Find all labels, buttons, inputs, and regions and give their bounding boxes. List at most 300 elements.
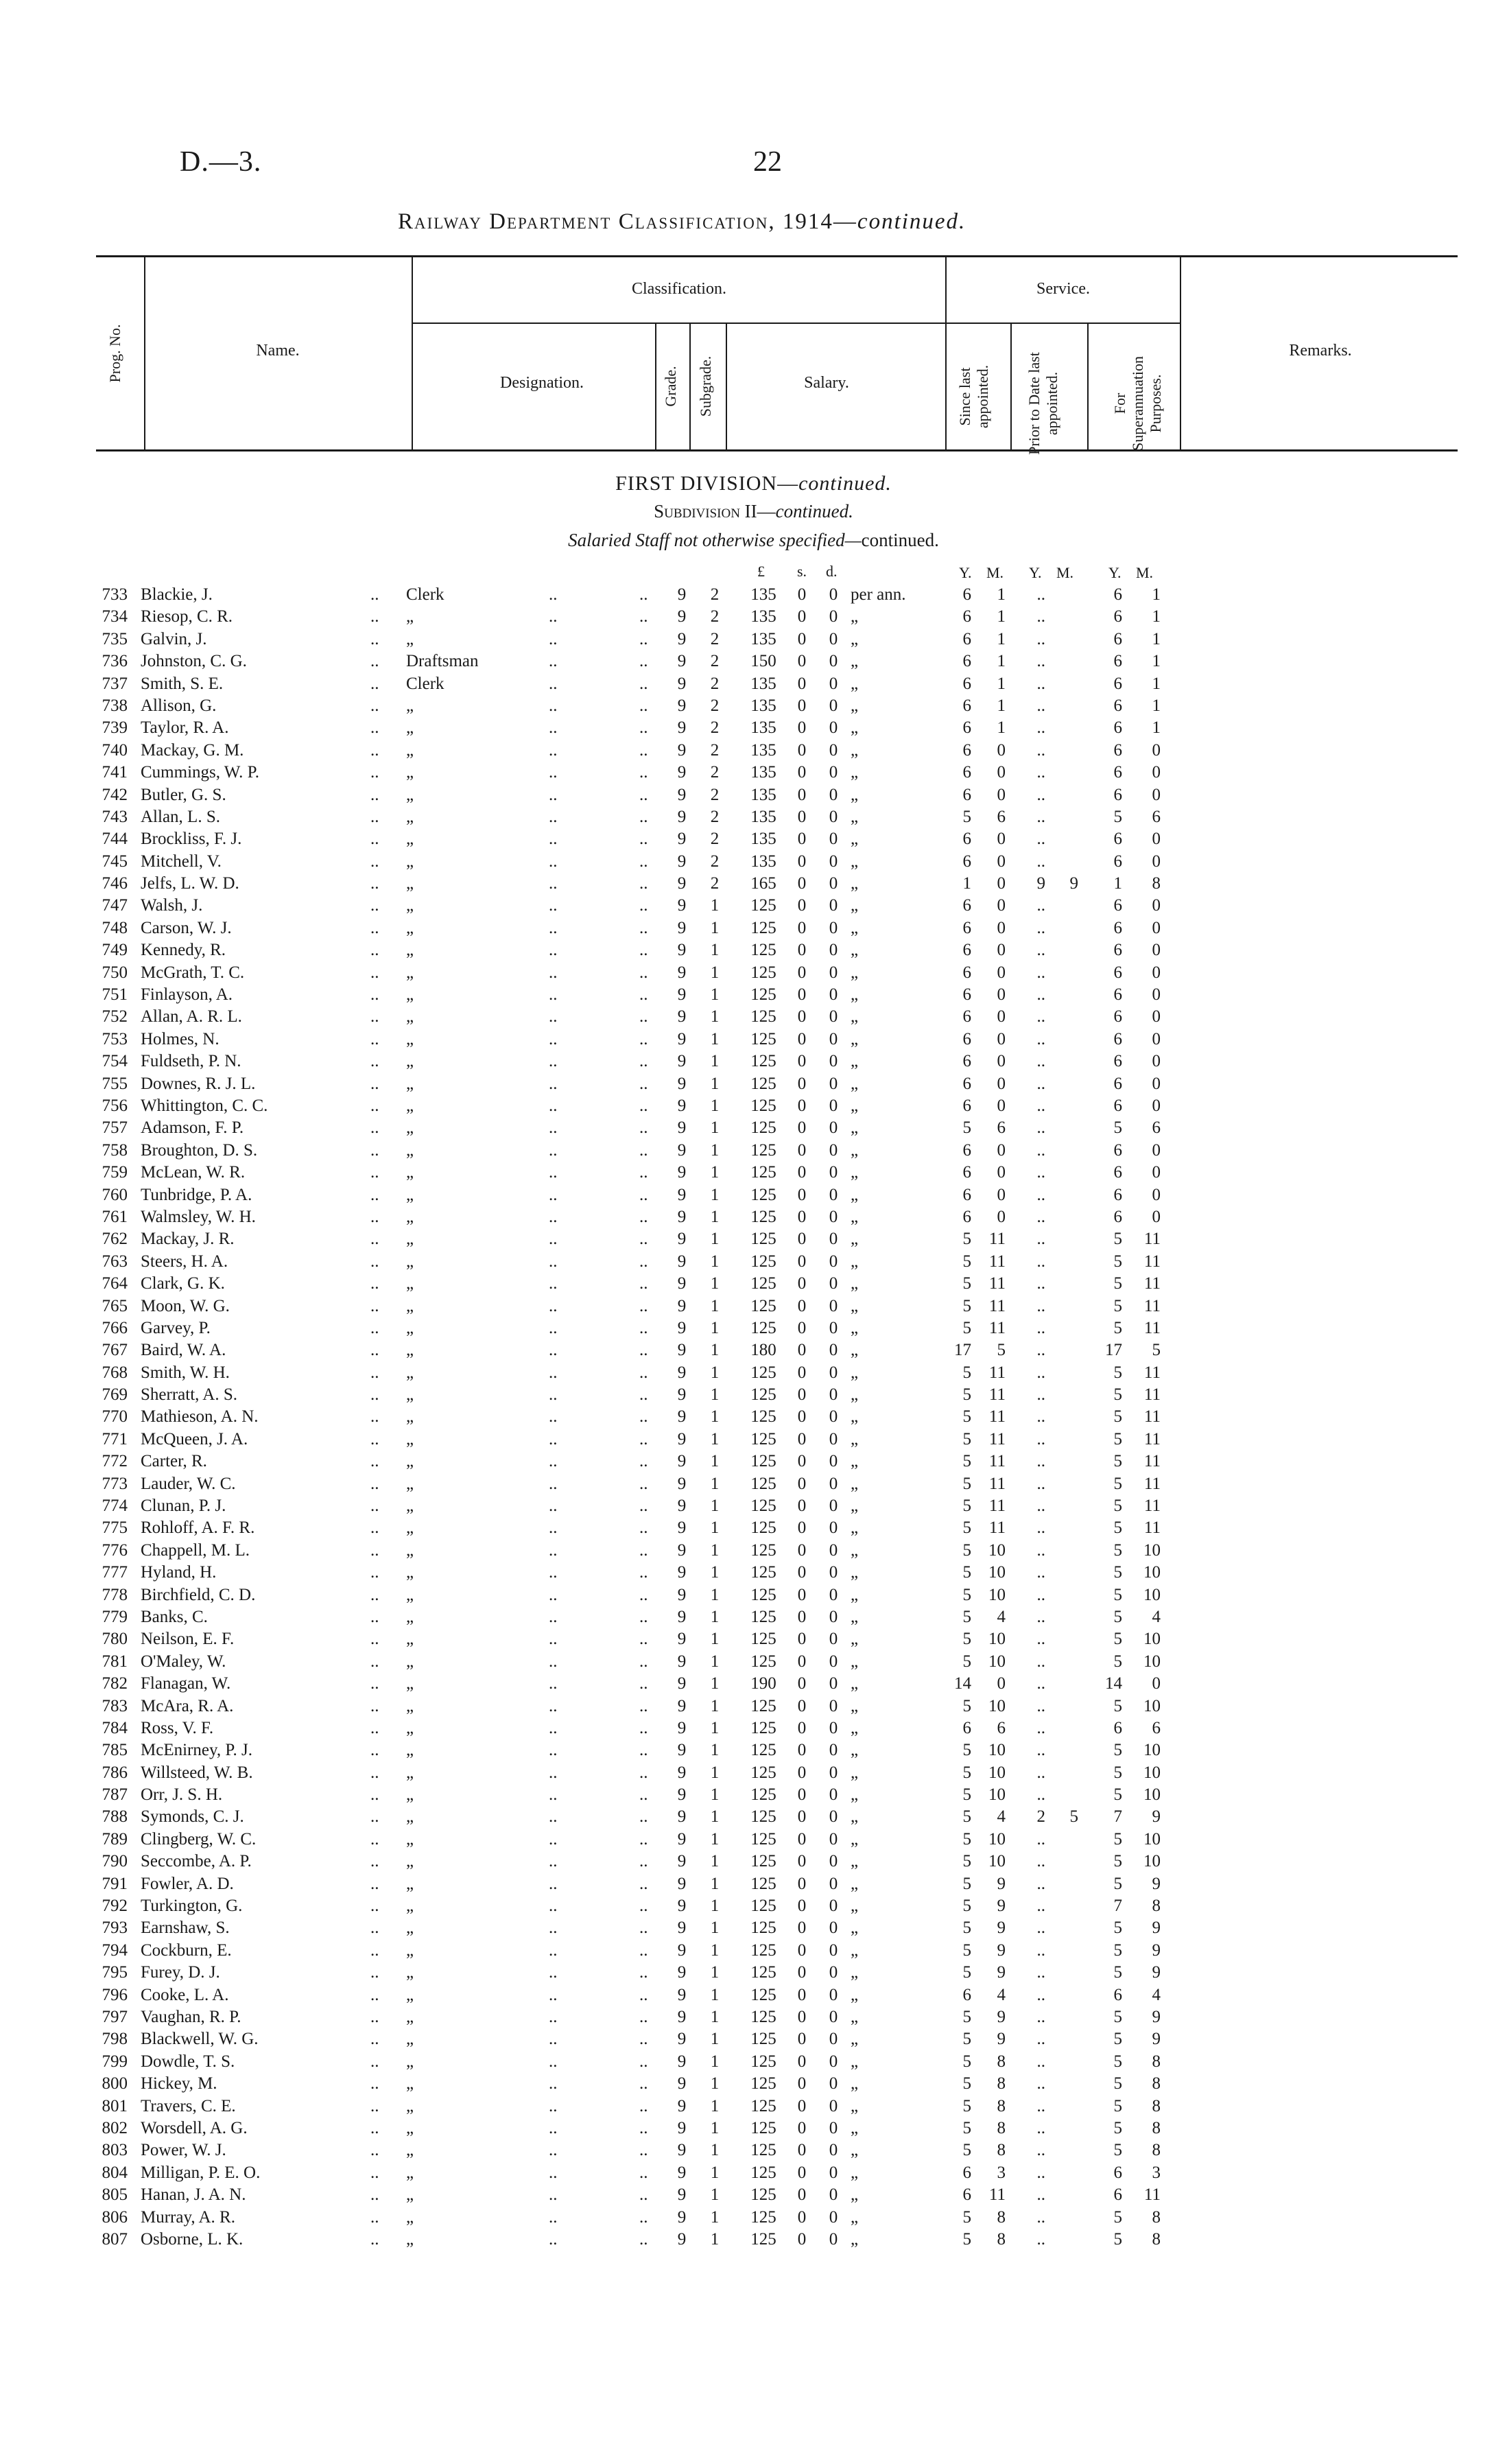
superannuation-years: 5 <box>1113 1874 1122 1893</box>
grade: 9 <box>677 1897 687 1916</box>
salary-period: „ <box>851 740 859 760</box>
table-row <box>0 1186 1507 1208</box>
designation: „ <box>406 1452 414 1471</box>
leader-dots: .. <box>639 1296 648 1315</box>
salary-shillings: 0 <box>797 1341 807 1360</box>
superannuation-years: 5 <box>1113 1363 1122 1382</box>
leader-dots: .. <box>639 2118 648 2137</box>
prior-years: .. <box>1036 807 1045 826</box>
salary-pounds: 125 <box>750 1807 776 1827</box>
leader-dots: .. <box>370 1252 379 1271</box>
salary-pence: 0 <box>829 1296 838 1315</box>
subgrade: 1 <box>710 1274 720 1293</box>
salary-period: „ <box>851 2052 859 2071</box>
salary-shillings: 0 <box>797 985 807 1005</box>
leader-dots: .. <box>370 807 379 826</box>
superannuation-months: 11 <box>1143 1230 1161 1249</box>
since-last-months: 10 <box>988 1696 1006 1715</box>
since-last-months: 8 <box>997 2229 1006 2249</box>
table-row <box>0 1030 1507 1052</box>
prior-years: .. <box>1036 2008 1045 2026</box>
leader-dots: .. <box>639 1585 648 1604</box>
salary-shillings: 0 <box>797 1652 807 1671</box>
salary-pounds: 125 <box>750 1897 776 1916</box>
subgrade: 1 <box>710 1385 720 1405</box>
since-last-years: 6 <box>962 985 971 1005</box>
prior-years: .. <box>1036 2163 1045 2182</box>
since-last-months: 11 <box>988 1429 1006 1448</box>
superannuation-years: 5 <box>1113 1407 1122 1427</box>
grade: 9 <box>677 1318 687 1337</box>
table-row <box>0 1363 1507 1385</box>
superannuation-months: 0 <box>1152 985 1161 1005</box>
subgrade: 2 <box>710 740 720 760</box>
prior-years: .. <box>1036 1140 1045 1160</box>
salary-shillings: 0 <box>797 585 807 604</box>
leader-dots: .. <box>639 607 648 626</box>
designation: „ <box>406 1630 414 1649</box>
leader-dots: .. <box>370 1497 379 1516</box>
subgrade: 1 <box>710 1741 720 1760</box>
subgrade: 1 <box>710 1518 720 1538</box>
salary-shillings: 0 <box>797 1718 807 1737</box>
since-last-years: 5 <box>962 1230 971 1249</box>
designation: „ <box>406 1185 414 1204</box>
designation: „ <box>406 2141 414 2160</box>
prior-years: .. <box>1036 2207 1045 2227</box>
prior-years: .. <box>1036 963 1045 982</box>
prog-number: 736 <box>102 652 128 671</box>
employee-name: McQueen, J. A. <box>141 1429 248 1448</box>
employee-name: Worsdell, A. G. <box>141 2118 248 2137</box>
salary-shillings: 0 <box>797 1074 807 1093</box>
salary-shillings: 0 <box>797 1919 807 1938</box>
table-row <box>0 1697 1507 1719</box>
designation: „ <box>406 1563 414 1582</box>
prior-years: .. <box>1036 718 1045 738</box>
salary-pounds: 125 <box>750 2207 776 2227</box>
salary-shillings: 0 <box>797 1540 807 1560</box>
grade: 9 <box>677 652 687 671</box>
salary-pence: 0 <box>829 1585 838 1604</box>
salary-period: „ <box>851 1852 859 1871</box>
table-row <box>0 1941 1507 1963</box>
prior-years: .. <box>1036 1785 1045 1805</box>
division-title-suffix: continued. <box>798 472 892 495</box>
salary-period: „ <box>851 785 859 804</box>
employee-name: Mackay, G. M. <box>141 740 244 760</box>
salary-period: „ <box>851 1274 859 1293</box>
salary-shillings: 0 <box>797 1563 807 1582</box>
grade: 9 <box>677 740 687 760</box>
since-last-years: 5 <box>962 2030 971 2049</box>
since-last-months: 4 <box>997 1607 1006 1626</box>
prog-number: 796 <box>102 1985 128 2004</box>
col-subgrade: Subgrade. <box>697 355 714 417</box>
prog-number: 784 <box>102 1718 128 1737</box>
prior-years: .. <box>1036 1607 1045 1626</box>
leader-dots: .. <box>549 985 558 1005</box>
leader-dots: .. <box>549 1874 558 1893</box>
salary-shillings: 0 <box>797 918 807 937</box>
salary-shillings: 0 <box>797 1318 807 1337</box>
leader-dots: .. <box>549 918 558 937</box>
grade: 9 <box>677 918 687 937</box>
salary-pence: 0 <box>829 785 838 804</box>
leader-dots: .. <box>370 941 379 960</box>
since-last-years: 6 <box>962 718 971 738</box>
subgrade: 1 <box>710 1252 720 1271</box>
superannuation-years: 5 <box>1113 1118 1122 1138</box>
superannuation-years: 5 <box>1113 2030 1122 2049</box>
leader-dots: .. <box>549 896 558 915</box>
superannuation-months: 0 <box>1152 1207 1161 1226</box>
salary-pounds: 135 <box>750 696 776 715</box>
prog-number: 794 <box>102 1940 128 1960</box>
designation: „ <box>406 852 414 871</box>
col-prior-to: Prior to Date last appointed. <box>1025 352 1060 455</box>
grade: 9 <box>677 1763 687 1782</box>
designation: „ <box>406 785 414 804</box>
leader-dots: .. <box>549 1052 558 1071</box>
salary-shillings: 0 <box>797 2207 807 2227</box>
superannuation-years: 5 <box>1113 2141 1122 2160</box>
leader-dots: .. <box>370 852 379 871</box>
salary-period: „ <box>851 1963 859 1982</box>
grade: 9 <box>677 963 687 982</box>
designation: „ <box>406 1985 414 2004</box>
since-last-months: 1 <box>997 629 1006 648</box>
leader-dots: .. <box>549 1919 558 1938</box>
salary-shillings: 0 <box>797 2052 807 2071</box>
salary-pounds: 125 <box>750 1718 776 1737</box>
prior-years: .. <box>1036 1207 1045 1226</box>
superannuation-months: 6 <box>1152 1118 1161 1138</box>
leader-dots: .. <box>549 1140 558 1160</box>
salary-shillings: 0 <box>797 1052 807 1071</box>
page-number: 22 <box>753 146 782 178</box>
prior-years: .. <box>1036 1741 1045 1760</box>
subgrade: 1 <box>710 1296 720 1315</box>
subgrade: 2 <box>710 785 720 804</box>
employee-name: Sherratt, A. S. <box>141 1385 237 1405</box>
employee-name: Allan, A. R. L. <box>141 1007 242 1026</box>
grade: 9 <box>677 852 687 871</box>
superannuation-years: 6 <box>1113 1985 1122 2004</box>
leader-dots: .. <box>549 1674 558 1693</box>
header-divider <box>1087 322 1089 449</box>
superannuation-months: 6 <box>1152 807 1161 826</box>
since-last-years: 5 <box>962 1118 971 1138</box>
prior-years: .. <box>1036 1407 1045 1427</box>
since-last-years: 6 <box>962 1207 971 1226</box>
table-row <box>0 1230 1507 1252</box>
since-last-months: 10 <box>988 1852 1006 1871</box>
salary-pence: 0 <box>829 1674 838 1693</box>
leader-dots: .. <box>639 1741 648 1760</box>
superannuation-months: 0 <box>1152 1674 1161 1693</box>
superannuation-years: 5 <box>1113 1919 1122 1938</box>
prior-years: 2 <box>1036 1807 1045 1827</box>
leader-dots: .. <box>549 2185 558 2205</box>
since-last-years: 6 <box>962 585 971 604</box>
col-prog-no: Prog. No. <box>106 324 123 383</box>
table-row <box>0 1652 1507 1674</box>
designation: „ <box>406 718 414 738</box>
designation: „ <box>406 1029 414 1048</box>
superannuation-years: 6 <box>1113 785 1122 804</box>
salary-shillings: 0 <box>797 1963 807 1982</box>
leader-dots: .. <box>549 1940 558 1960</box>
since-last-months: 6 <box>997 1118 1006 1138</box>
salary-pounds: 125 <box>750 1874 776 1893</box>
leader-dots: .. <box>370 718 379 738</box>
employee-name: Carson, W. J. <box>141 918 232 937</box>
prog-number: 780 <box>102 1630 128 1649</box>
salary-shillings: 0 <box>797 1807 807 1827</box>
salary-shillings: 0 <box>797 607 807 626</box>
leader-dots: .. <box>639 585 648 604</box>
subgrade: 2 <box>710 830 720 849</box>
prog-number: 761 <box>102 1207 128 1226</box>
superannuation-years: 6 <box>1113 1029 1122 1048</box>
subgrade: 1 <box>710 1585 720 1604</box>
prior-years: .. <box>1036 785 1045 804</box>
superannuation-years: 6 <box>1113 763 1122 782</box>
grade: 9 <box>677 1230 687 1249</box>
designation: „ <box>406 1874 414 1893</box>
salary-period: „ <box>851 830 859 849</box>
leader-dots: .. <box>370 1207 379 1226</box>
grade: 9 <box>677 2096 687 2115</box>
prior-years: .. <box>1036 1296 1045 1315</box>
superannuation-months: 11 <box>1143 1385 1161 1405</box>
table-row <box>0 1475 1507 1497</box>
leader-dots: .. <box>549 1741 558 1760</box>
salary-shillings: 0 <box>797 2074 807 2093</box>
superannuation-years: 6 <box>1113 629 1122 648</box>
unit-super-years: Y. <box>1108 564 1122 581</box>
salary-period: „ <box>851 1874 859 1893</box>
prior-years: .. <box>1036 941 1045 960</box>
since-last-years: 5 <box>962 1607 971 1626</box>
subgrade: 2 <box>710 807 720 826</box>
prog-number: 763 <box>102 1252 128 1271</box>
table-row <box>0 1052 1507 1074</box>
superannuation-years: 6 <box>1113 2163 1122 2182</box>
salary-shillings: 0 <box>797 1940 807 1960</box>
employee-name: McLean, W. R. <box>141 1163 246 1182</box>
group-title-text: Salaried Staff not otherwise specified— <box>568 530 862 550</box>
leader-dots: .. <box>549 1763 558 1782</box>
employee-name: Downes, R. J. L. <box>141 1074 256 1093</box>
superannuation-years: 6 <box>1113 674 1122 693</box>
leader-dots: .. <box>549 1118 558 1138</box>
leader-dots: .. <box>639 652 648 671</box>
salary-period: „ <box>851 896 859 915</box>
employee-name: Dowdle, T. S. <box>141 2052 235 2071</box>
subgrade: 1 <box>710 1007 720 1026</box>
leader-dots: .. <box>370 1096 379 1115</box>
employee-name: Walmsley, W. H. <box>141 1207 256 1226</box>
leader-dots: .. <box>370 918 379 937</box>
grade: 9 <box>677 1452 687 1471</box>
since-last-years: 6 <box>962 696 971 715</box>
designation: „ <box>406 1407 414 1427</box>
salary-period: „ <box>851 1763 859 1782</box>
since-last-months: 6 <box>997 807 1006 826</box>
salary-shillings: 0 <box>797 1852 807 1871</box>
leader-dots: .. <box>549 1207 558 1226</box>
since-last-months: 0 <box>997 1052 1006 1071</box>
since-last-months: 11 <box>988 1518 1006 1538</box>
prog-number: 776 <box>102 1540 128 1560</box>
salary-pounds: 125 <box>750 2074 776 2093</box>
table-row <box>0 2208 1507 2230</box>
unit-super-months: M. <box>1136 564 1154 581</box>
leader-dots: .. <box>370 1785 379 1805</box>
grade: 9 <box>677 1785 687 1805</box>
salary-pence: 0 <box>829 1118 838 1138</box>
header-bottom-rule <box>96 449 1458 451</box>
leader-dots: .. <box>639 1074 648 1093</box>
salary-shillings: 0 <box>797 2008 807 2026</box>
designation: „ <box>406 1763 414 1782</box>
superannuation-years: 5 <box>1113 1785 1122 1805</box>
superannuation-months: 6 <box>1152 1718 1161 1737</box>
superannuation-years: 5 <box>1113 1429 1122 1448</box>
superannuation-months: 8 <box>1152 2074 1161 2093</box>
leader-dots: .. <box>549 1540 558 1560</box>
salary-pounds: 125 <box>750 963 776 982</box>
salary-pence: 0 <box>829 963 838 982</box>
subgrade: 1 <box>710 1318 720 1337</box>
subgrade: 1 <box>710 2141 720 2160</box>
employee-name: Allan, L. S. <box>141 807 220 826</box>
employee-name: McGrath, T. C. <box>141 963 245 982</box>
superannuation-years: 6 <box>1113 607 1122 626</box>
salary-shillings: 0 <box>797 941 807 960</box>
subgrade: 1 <box>710 1474 720 1493</box>
since-last-years: 6 <box>962 1074 971 1093</box>
prior-years: .. <box>1036 1429 1045 1448</box>
grade: 9 <box>677 1919 687 1938</box>
prog-number: 788 <box>102 1807 128 1827</box>
table-row <box>0 2008 1507 2030</box>
salary-shillings: 0 <box>797 1007 807 1026</box>
leader-dots: .. <box>370 1829 379 1849</box>
designation: „ <box>406 1296 414 1315</box>
salary-period: „ <box>851 1540 859 1560</box>
subgrade: 1 <box>710 1074 720 1093</box>
designation: „ <box>406 1940 414 1960</box>
grade: 9 <box>677 2229 687 2249</box>
table-row <box>0 963 1507 985</box>
salary-shillings: 0 <box>797 807 807 826</box>
since-last-months: 1 <box>997 607 1006 626</box>
designation: „ <box>406 1007 414 1026</box>
designation: „ <box>406 1363 414 1382</box>
grade: 9 <box>677 874 687 893</box>
since-last-years: 6 <box>962 2185 971 2205</box>
salary-shillings: 0 <box>797 1785 807 1805</box>
table-row <box>0 607 1507 629</box>
prog-number: 786 <box>102 1763 128 1782</box>
prog-number: 782 <box>102 1674 128 1693</box>
salary-period: „ <box>851 1074 859 1093</box>
leader-dots: .. <box>549 874 558 893</box>
since-last-years: 6 <box>962 1163 971 1182</box>
leader-dots: .. <box>370 830 379 849</box>
superannuation-years: 5 <box>1113 1452 1122 1471</box>
leader-dots: .. <box>639 1341 648 1360</box>
salary-shillings: 0 <box>797 1429 807 1448</box>
salary-pounds: 125 <box>750 1096 776 1115</box>
prior-years: .. <box>1036 585 1045 604</box>
table-row <box>0 808 1507 830</box>
leader-dots: .. <box>639 2096 648 2115</box>
leader-dots: .. <box>639 1096 648 1115</box>
salary-shillings: 0 <box>797 718 807 738</box>
leader-dots: .. <box>549 1429 558 1448</box>
salary-pounds: 135 <box>750 852 776 871</box>
salary-period: „ <box>851 1140 859 1160</box>
subgrade: 1 <box>710 941 720 960</box>
subgrade: 1 <box>710 896 720 915</box>
table-row <box>0 896 1507 918</box>
leader-dots: .. <box>549 1696 558 1715</box>
leader-dots: .. <box>639 740 648 760</box>
employee-name: Galvin, J. <box>141 629 207 648</box>
since-last-years: 5 <box>962 1652 971 1671</box>
salary-pounds: 135 <box>750 830 776 849</box>
employee-name: Birchfield, C. D. <box>141 1585 256 1604</box>
since-last-months: 0 <box>997 963 1006 982</box>
prior-years: .. <box>1036 763 1045 782</box>
leader-dots: .. <box>370 1585 379 1604</box>
leader-dots: .. <box>549 1807 558 1827</box>
leader-dots: .. <box>639 1829 648 1849</box>
since-last-years: 5 <box>962 1874 971 1893</box>
prog-number: 787 <box>102 1785 128 1805</box>
grade: 9 <box>677 1118 687 1138</box>
leader-dots: .. <box>639 1852 648 1871</box>
table-row <box>0 1341 1507 1363</box>
superannuation-months: 0 <box>1152 1052 1161 1071</box>
subgrade: 1 <box>710 1985 720 2004</box>
leader-dots: .. <box>549 1296 558 1315</box>
prog-number: 749 <box>102 941 128 960</box>
since-last-years: 6 <box>962 763 971 782</box>
subgrade: 1 <box>710 1963 720 1982</box>
grade: 9 <box>677 1029 687 1048</box>
salary-pounds: 125 <box>750 1118 776 1138</box>
since-last-years: 6 <box>962 963 971 982</box>
superannuation-years: 6 <box>1113 1007 1122 1026</box>
prog-number: 790 <box>102 1852 128 1871</box>
leader-dots: .. <box>370 1696 379 1715</box>
salary-period: „ <box>851 2030 859 2049</box>
designation: „ <box>406 1652 414 1671</box>
salary-shillings: 0 <box>797 1985 807 2004</box>
since-last-months: 8 <box>997 2096 1006 2115</box>
table-row <box>0 1741 1507 1763</box>
employee-name: McAra, R. A. <box>141 1696 234 1715</box>
subgrade: 1 <box>710 1874 720 1893</box>
table-row <box>0 2185 1507 2207</box>
since-last-months: 1 <box>997 585 1006 604</box>
superannuation-years: 1 <box>1113 874 1122 893</box>
